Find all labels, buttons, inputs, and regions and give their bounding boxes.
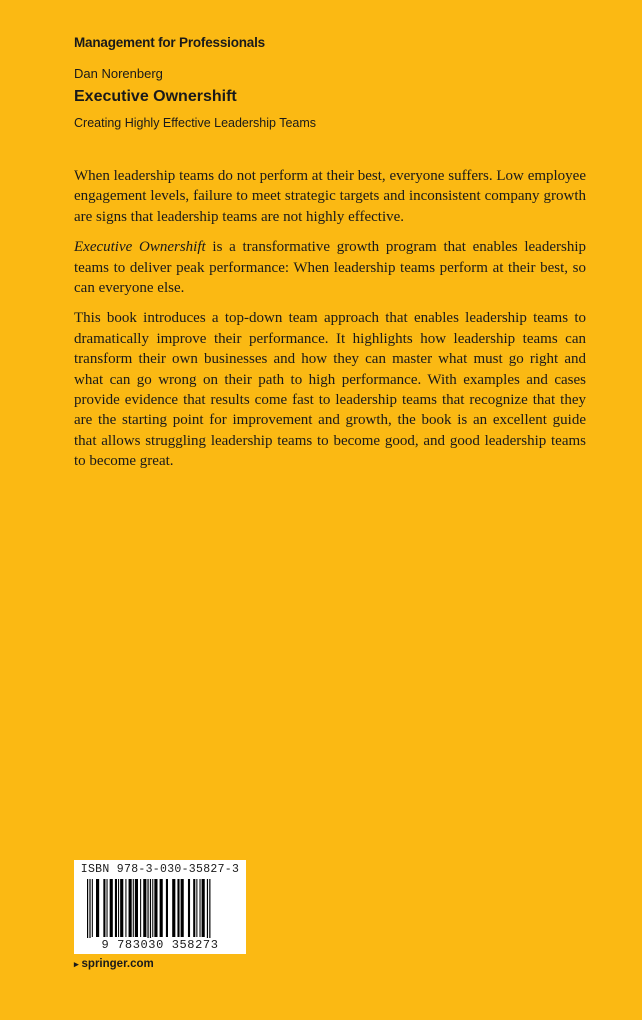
series-name: Management for Professionals [74,35,265,50]
barcode-bar [150,879,151,941]
barcode-bar [166,879,168,937]
barcode-bar [154,879,157,937]
barcode-bar [160,879,163,937]
barcode-bar [200,879,201,937]
barcode-bar [110,879,113,937]
barcode-bar [129,879,132,937]
barcode-bar [207,879,208,941]
barcode-digits: 9 783030 358273 [74,938,246,952]
barcode-bar [140,879,141,937]
barcode-bar [188,879,190,937]
arrow-icon: ▸ [74,959,79,969]
barcode-bar [115,879,117,937]
barcode-bar [120,879,123,937]
book-title: Executive Ownershift [74,88,237,105]
barcode-bar [135,879,138,937]
barcode-bar [103,879,105,937]
barcode-bar [181,879,184,937]
blurb-paragraph-3: This book introduces a top-down team approach that enables leadership teams to dramatically improve their performance. It highlights how leadership teams can transform their own businesses and how they can master what must go right and what can go wrong on their path to high performance. With examples and cases provide evidence that results come fast to leadership teams that recognize that they are the starting point for improvement and growth, the book is an excellent guide that allows struggling leadership teams to become good, and good leadership teams to become great. [74,310,586,470]
barcode-bar [177,879,179,937]
isbn-label: ISBN 978-3-030-35827-3 [80,863,240,876]
blurb-paragraph-1: When leadership teams do not perform at their best, everyone suffers. Low employee engagement levels, failure to meet strategic targets and inconsistent company growth are signs that leadership teams are not highly effective. [74,168,586,225]
book-subtitle: Creating Highly Effective Leadership Teams [74,116,317,130]
barcode-bar [143,879,146,937]
barcode-bar [172,879,175,937]
barcode-bar [202,879,205,937]
blurb-italic-title: Executive Ownershift [74,239,206,256]
barcode-bar [152,879,153,937]
barcode-bar [89,879,90,941]
barcode-bar [193,879,195,937]
barcode-bar [133,879,134,937]
blurb [74,166,586,482]
barcode-bar [196,879,197,937]
publisher-link[interactable] [74,958,154,970]
author-name: Dan Norenberg [74,66,163,81]
barcode-bar [209,879,210,941]
blurb-paragraph-2 [74,237,586,298]
barcode-bars [83,879,237,941]
barcode-bar [125,879,126,937]
barcode-bar [147,879,148,941]
barcode-bar [107,879,108,937]
barcode-bar [96,879,99,937]
barcode-bar [92,879,93,937]
isbn-barcode [74,860,246,954]
blurb-paragraph-2-text: is a transformative growth program that enables leadership teams to deliver peak performance: When leadership teams perform at their best, so can everyone else. [74,239,586,297]
barcode-bar [118,879,119,937]
barcode-bar [87,879,88,941]
publisher-url: springer.com [81,958,154,970]
